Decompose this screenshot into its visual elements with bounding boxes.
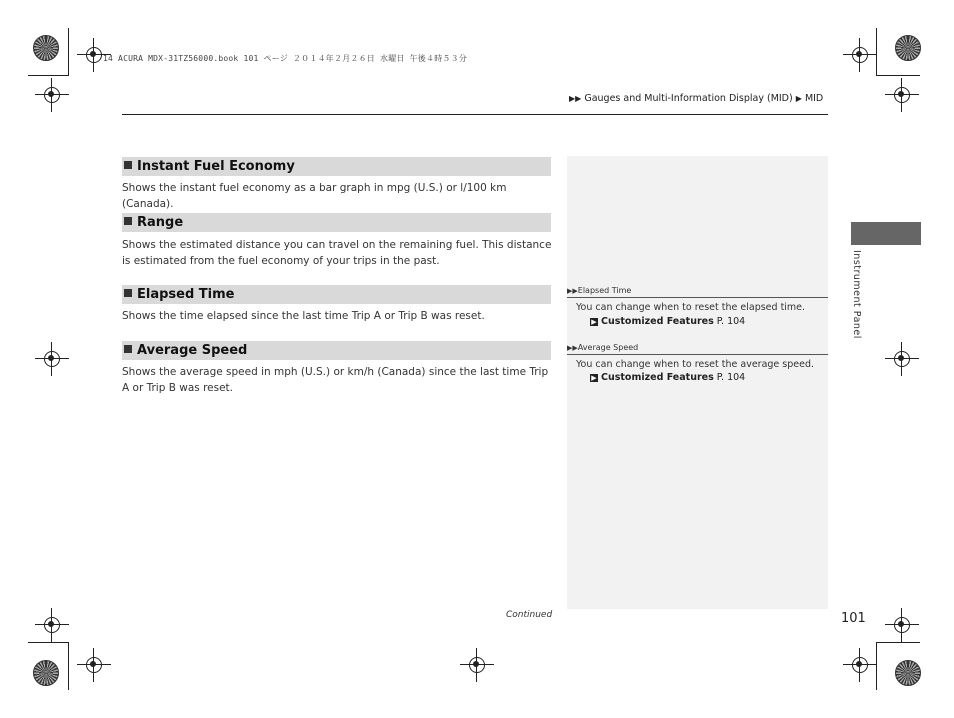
crop-line xyxy=(876,642,920,643)
crop-line xyxy=(28,642,69,643)
registration-mark xyxy=(843,648,877,682)
square-bullet-icon xyxy=(124,289,132,297)
note-link[interactable] xyxy=(590,372,745,383)
link-label[interactable]: Customized Features xyxy=(601,372,714,383)
cross-reference-icon: ▶ xyxy=(591,318,597,326)
breadcrumb xyxy=(569,93,823,104)
breadcrumb-arrow-icon: ▶ xyxy=(795,94,802,103)
section-title: Average Speed xyxy=(137,343,248,358)
section-heading xyxy=(122,157,551,176)
link-label[interactable]: Customized Features xyxy=(601,316,714,327)
section-body: Shows the estimated distance you can travel on the remaining fuel. This distance is estimated from the fuel economy of your trips in the past. xyxy=(122,239,552,267)
square-bullet-icon xyxy=(124,161,132,169)
continued-label: Continued xyxy=(506,610,553,620)
square-bullet-icon xyxy=(124,217,132,225)
color-rosette xyxy=(895,660,921,686)
note-text: You can change when to reset the average speed. xyxy=(576,359,815,370)
registration-mark xyxy=(35,608,69,642)
chapter-tab-label: Instrument Panel xyxy=(851,250,862,339)
section-body: Shows the time elapsed since the last time Trip A or Trip B was reset. xyxy=(122,310,485,322)
registration-mark xyxy=(885,608,919,642)
section-heading xyxy=(122,213,551,232)
note-link[interactable] xyxy=(590,316,745,327)
registration-mark xyxy=(885,78,919,112)
color-rosette xyxy=(33,35,59,61)
page-number: 101 xyxy=(841,611,866,626)
color-rosette xyxy=(895,35,921,61)
print-metadata: 14 ACURA MDX-31TZ56000.book 101 ページ ２０１４年２月２６日 水曜日 午後４時５３分 xyxy=(103,54,468,63)
section-heading xyxy=(122,285,551,304)
crop-line xyxy=(876,75,920,76)
note-title: Average Speed xyxy=(577,343,639,352)
note-arrow-icon: ▶▶ xyxy=(567,287,578,295)
crop-line xyxy=(876,28,877,76)
crop-line xyxy=(68,642,69,690)
breadcrumb-item[interactable]: Gauges and Multi-Information Display (MID) xyxy=(584,93,793,104)
section-title: Instant Fuel Economy xyxy=(137,159,295,174)
chapter-tab xyxy=(851,222,921,245)
breadcrumb-arrow-icon: ▶▶ xyxy=(569,94,582,103)
color-rosette xyxy=(33,660,59,686)
registration-mark xyxy=(35,342,69,376)
crop-line xyxy=(28,75,69,76)
breadcrumb-item-current: MID xyxy=(804,93,824,104)
section-title: Range xyxy=(137,215,184,230)
square-bullet-icon xyxy=(124,345,132,353)
registration-mark xyxy=(35,78,69,112)
note-text: You can change when to reset the elapsed time. xyxy=(576,302,806,313)
registration-mark xyxy=(460,648,494,682)
registration-mark xyxy=(843,38,877,72)
header-rule xyxy=(122,114,828,115)
registration-mark xyxy=(77,648,111,682)
note-heading xyxy=(567,285,828,298)
crop-line xyxy=(68,28,69,76)
link-page: P. 104 xyxy=(716,316,746,327)
crop-line xyxy=(876,642,877,690)
section-heading xyxy=(122,341,551,360)
note-title: Elapsed Time xyxy=(577,286,632,295)
link-page: P. 104 xyxy=(716,372,746,383)
section-body: Shows the average speed in mph (U.S.) or km/h (Canada) since the last time Trip A or Trip B was reset. xyxy=(122,366,549,394)
section-body: Shows the instant fuel economy as a bar graph in mpg (U.S.) or l/100 km (Canada). xyxy=(122,182,507,210)
cross-reference-icon: ▶ xyxy=(591,374,597,382)
note-heading xyxy=(567,342,828,355)
section-title: Elapsed Time xyxy=(137,287,235,302)
registration-mark xyxy=(885,342,919,376)
note-arrow-icon: ▶▶ xyxy=(567,344,578,352)
